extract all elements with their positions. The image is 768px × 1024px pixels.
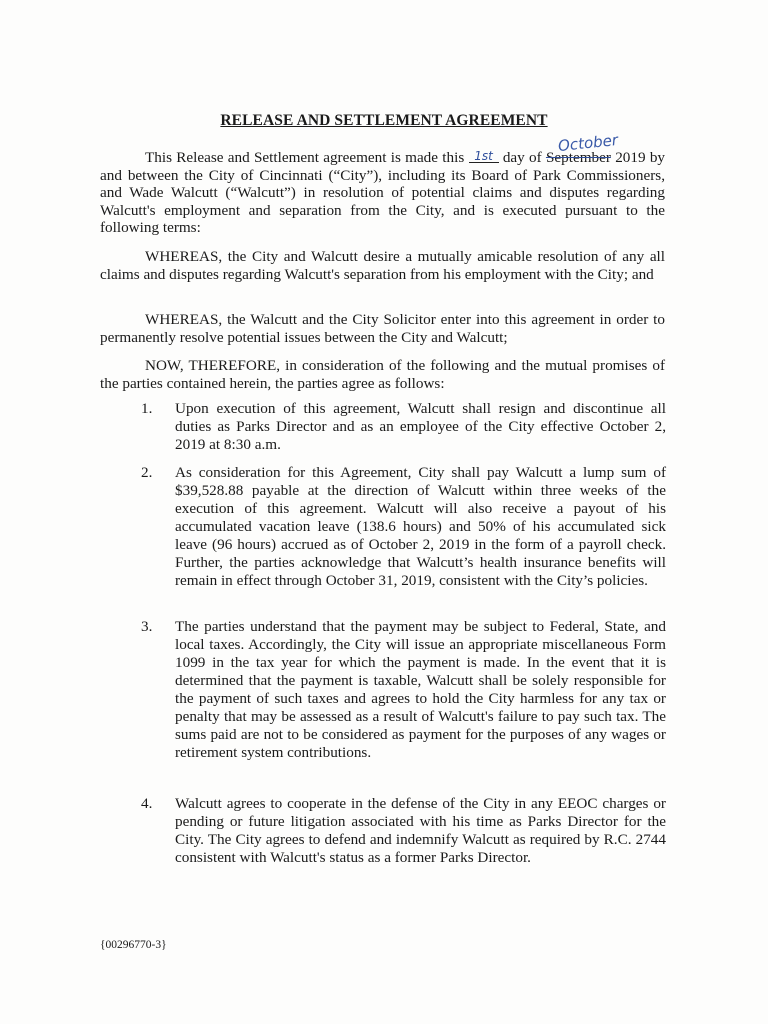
term-item-1 <box>141 400 666 454</box>
handwritten-month: October <box>557 130 619 156</box>
term-number: 2. <box>141 464 153 481</box>
term-number: 3. <box>141 618 153 635</box>
document-title: RELEASE AND SETTLEMENT AGREEMENT <box>220 112 548 129</box>
term-item-2 <box>141 464 666 590</box>
term-text: Upon execution of this agreement, Walcutt shall resign and discontinue all duties as Parks Director and as an employee of the City effective October 2, 2019 at 8:30 a.m. <box>175 400 666 453</box>
intro-day-of: day of <box>502 149 542 166</box>
whereas-paragraph-1 <box>100 248 665 283</box>
term-text: The parties understand that the payment may be subject to Federal, State, and local taxes. Accordingly, the City will issue an appropriate miscellaneous Form 1099 in the tax year for which the payment is made. In the event that it is determined that the payment is taxable, Walcutt shall be solely responsible for the payment of such taxes and agrees to hold the City harmless for any tax or penalty that may be assessed as a result of Walcutt's failure to pay such tax. The sums paid are not to be considered as payment for the purposes of any wages or retirement system contributions. <box>175 618 666 761</box>
term-text: Walcutt agrees to cooperate in the defense of the City in any EEOC charges or pending or future litigation associated with his time as Parks Director for the City. The City agrees to defend and indemnify Walcutt as required by R.C. 2744 consistent with Walcutt's status as a former Parks Director. <box>175 795 666 866</box>
term-item-4 <box>141 795 666 867</box>
now-therefore-paragraph <box>100 357 665 392</box>
whereas-1-text: WHEREAS, the City and Walcutt desire a mutually amicable resolution of any all claims and disputes regarding Walcutt's separation from his employment with the City; and <box>100 248 665 283</box>
term-text: As consideration for this Agreement, City shall pay Walcutt a lump sum of $39,528.88 payable at the direction of Walcutt within three weeks of the execution of this agreement. Walcutt will also receive a payout of his accumulated vacation leave (138.6 hours) and 50% of his accumulated sick leave (96 hours) accrued as of October 2, 2019 in the form of a payroll check. Further, the parties acknowledge that Walcutt’s health insurance benefits will remain in effect through October 31, 2019, consistent with the City’s policies. <box>175 464 666 589</box>
whereas-2-text: WHEREAS, the Walcutt and the City Solicitor enter into this agreement in order to permanently resolve potential issues between the City and Walcutt; <box>100 311 665 346</box>
handwritten-day: 1st <box>469 150 499 163</box>
whereas-paragraph-2 <box>100 311 665 346</box>
term-number: 4. <box>141 795 153 812</box>
struck-month: September <box>545 149 611 166</box>
term-item-3 <box>141 618 666 762</box>
now-therefore-text: NOW, THEREFORE, in consideration of the following and the mutual promises of the parties contained herein, the parties agree as follows: <box>100 357 665 392</box>
intro-text-start: This Release and Settlement agreement is made this <box>145 149 465 166</box>
document-id-footer: {00296770-3} <box>100 939 167 951</box>
intro-text-rest: 2019 by and between the City of Cincinnati (“City”), including its Board of Park Commissioners, and Wade Walcutt (“Walcutt”) in resolution of potential claims and disputes regarding Walcutt's employment and separation from the City, and is executed pursuant to the following terms: <box>100 149 666 236</box>
term-number: 1. <box>141 400 153 417</box>
intro-paragraph <box>100 149 665 237</box>
